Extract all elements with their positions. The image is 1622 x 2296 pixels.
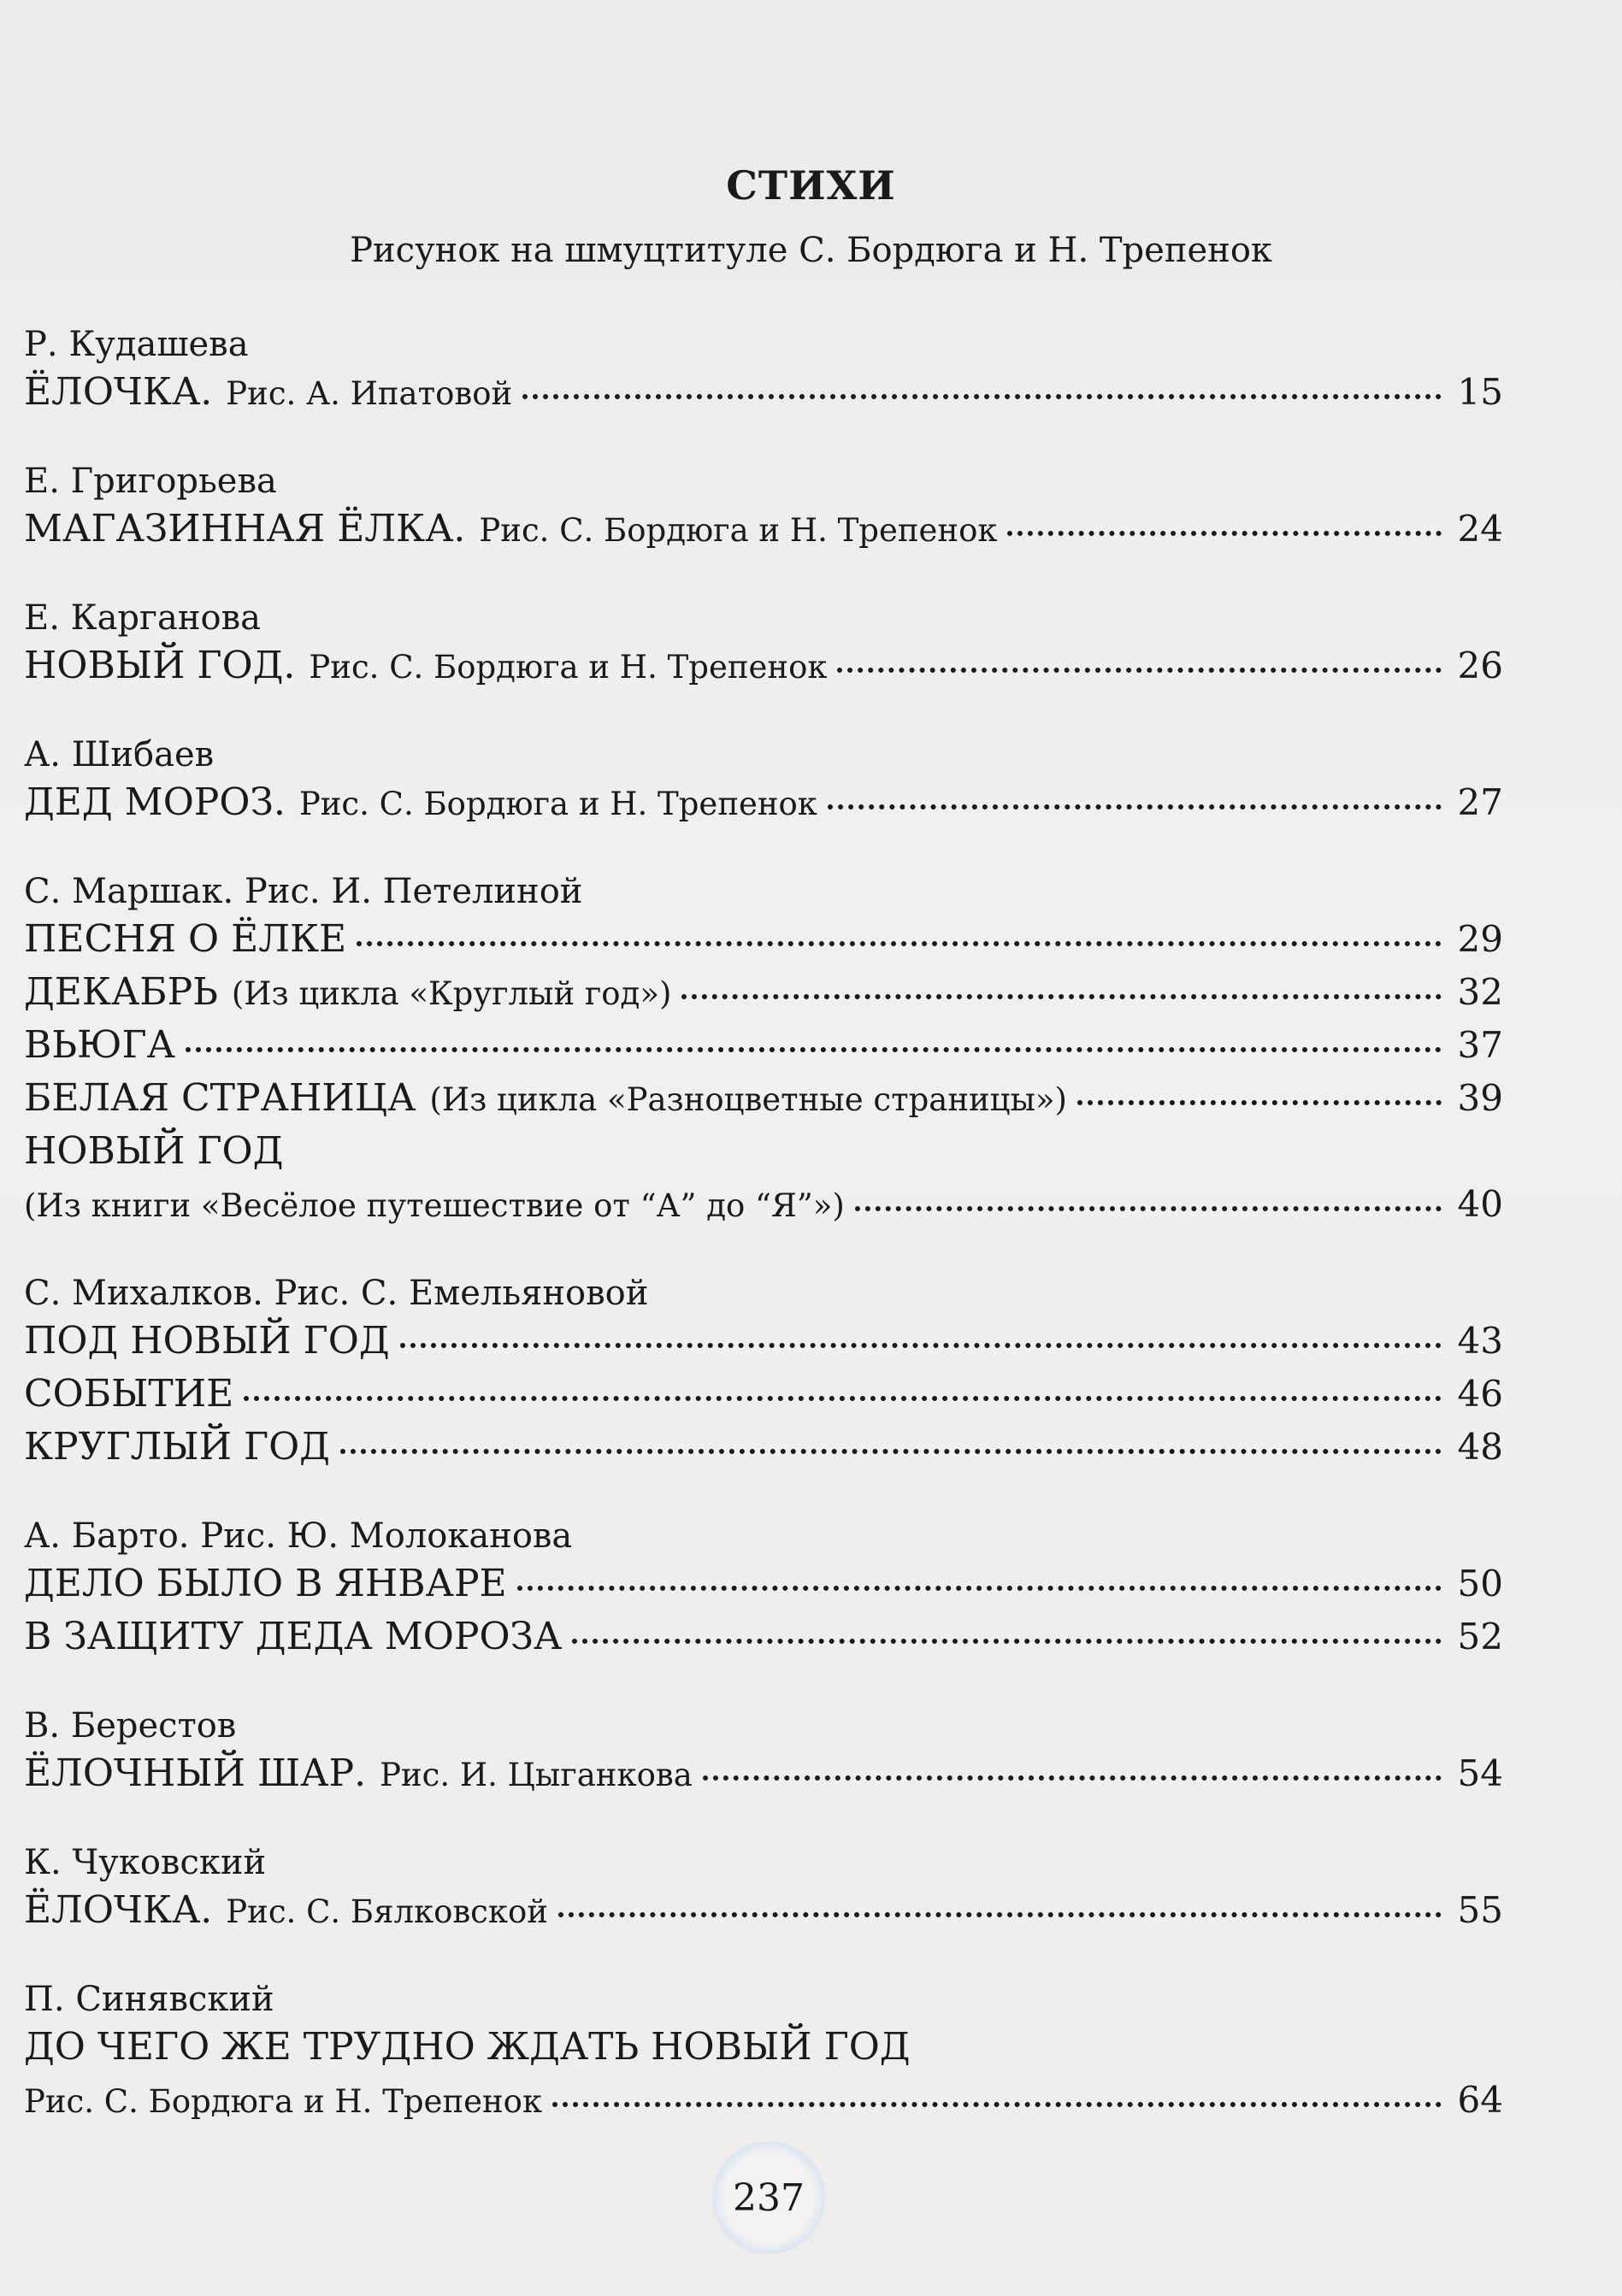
toc-entry[interactable]	[24, 2021, 1503, 2074]
dot-leader	[572, 1639, 1442, 1644]
entry-title: МАГАЗИННАЯ ЁЛКА.	[24, 507, 466, 550]
entry-title: ДЕД МОРОЗ.	[24, 780, 286, 824]
entry-title: ПОД НОВЫЙ ГОД	[24, 1319, 390, 1363]
toc-entry[interactable]	[24, 1178, 1503, 1231]
entry-note: Рис. С. Бордюга и Н. Трепенок	[298, 786, 817, 822]
toc-author: П. Синявский	[24, 1980, 274, 2019]
toc-author: В. Берестов	[24, 1706, 237, 1746]
entry-page-number: 15	[1457, 371, 1503, 413]
entry-page-number: 37	[1457, 1024, 1503, 1066]
toc-group	[24, 1515, 1503, 1663]
toc-entry[interactable]	[24, 1315, 1503, 1368]
entry-page-number: 29	[1457, 918, 1503, 960]
dot-leader	[681, 994, 1442, 999]
dot-leader	[186, 1047, 1442, 1052]
toc-entry[interactable]	[24, 1072, 1503, 1125]
toc-group	[24, 1272, 1503, 1474]
entry-title: ПЕСНЯ О ЁЛКЕ	[24, 917, 347, 961]
entry-title: ЁЛОЧКА.	[24, 1888, 213, 1932]
entry-note: Рис. И. Цыганкова	[380, 1757, 693, 1793]
toc-author: К. Чуковский	[24, 1843, 267, 1882]
toc-entry[interactable]	[24, 1747, 1503, 1800]
entry-page-number: 39	[1457, 1077, 1503, 1119]
toc-entry[interactable]	[24, 1125, 1503, 1178]
dot-leader	[558, 1912, 1442, 1917]
toc-entry[interactable]	[24, 1557, 1503, 1610]
entry-note: Рис. С. Бордюга и Н. Трепенок	[479, 512, 998, 549]
toc-entry[interactable]	[24, 1368, 1503, 1421]
entry-title: ЁЛОЧНЫЙ ШАР.	[24, 1751, 367, 1795]
entry-title: В ЗАЩИТУ ДЕДА МОРОЗА	[24, 1615, 563, 1658]
entry-page-number: 43	[1457, 1320, 1503, 1362]
toc-group	[24, 1841, 1503, 1937]
entry-page-number: 26	[1457, 645, 1503, 686]
page-number: 237	[712, 2141, 825, 2254]
dot-leader	[1007, 531, 1442, 536]
toc-author: Е. Григорьева	[24, 462, 277, 501]
dot-leader	[517, 1586, 1442, 1591]
entry-title: БЕЛАЯ СТРАНИЦА	[24, 1076, 416, 1120]
entry-title: НОВЫЙ ГОД	[24, 1129, 284, 1173]
dot-leader	[552, 2102, 1442, 2107]
section-subtitle: Рисунок на шмуцтитуле С. Бордюга и Н. Трепенок	[350, 231, 1272, 270]
entry-title: КРУГЛЫЙ ГОД	[24, 1425, 330, 1469]
entry-note: Рис. А. Ипатовой	[226, 375, 513, 412]
entry-page-number: 40	[1457, 1183, 1503, 1225]
dot-leader	[828, 804, 1442, 809]
toc-author: Е. Карганова	[24, 598, 261, 638]
entry-page-number: 54	[1457, 1752, 1503, 1794]
entry-title: ДО ЧЕГО ЖЕ ТРУДНО ЖДАТЬ НОВЫЙ ГОД	[24, 2025, 911, 2069]
toc-group	[24, 733, 1503, 829]
toc-author: Р. Кудашева	[24, 325, 249, 364]
entry-page-number: 48	[1457, 1426, 1503, 1468]
toc-entry[interactable]	[24, 1610, 1503, 1663]
entry-title: ЁЛОЧКА.	[24, 370, 213, 414]
toc-entry[interactable]	[24, 1019, 1503, 1072]
entry-title: ВЬЮГА	[24, 1023, 175, 1067]
toc-author: С. Маршак. Рис. И. Петелиной	[24, 872, 583, 911]
entry-title: ДЕЛО БЫЛО В ЯНВАРЕ	[24, 1562, 507, 1605]
toc-entry[interactable]	[24, 913, 1503, 966]
entry-title: ДЕКАБРЬ	[24, 970, 218, 1014]
entry-note: (Из цикла «Разноцветные страницы»)	[429, 1081, 1067, 1118]
entry-title: СОБЫТИЕ	[24, 1372, 234, 1416]
toc-entry[interactable]	[24, 366, 1503, 419]
toc-entry[interactable]	[24, 1421, 1503, 1474]
dot-leader	[400, 1343, 1442, 1348]
toc-group	[24, 1978, 1503, 2127]
entry-note: (Из цикла «Круглый год»)	[231, 975, 672, 1012]
entry-note: Рис. С. Бордюга и Н. Трепенок	[309, 649, 828, 686]
toc-entry[interactable]	[24, 966, 1503, 1019]
entry-page-number: 50	[1457, 1563, 1503, 1604]
toc-entry[interactable]	[24, 503, 1503, 556]
entry-page-number: 27	[1457, 781, 1503, 823]
entry-page-number: 64	[1457, 2079, 1503, 2121]
toc-group	[24, 597, 1503, 692]
entry-page-number: 55	[1457, 1889, 1503, 1931]
toc-author: С. Михалков. Рис. С. Емельяновой	[24, 1274, 649, 1313]
toc-group	[24, 1704, 1503, 1800]
dot-leader	[837, 668, 1442, 673]
dot-leader	[244, 1396, 1442, 1401]
section-title: СТИХИ	[726, 162, 896, 209]
dot-leader	[357, 941, 1442, 946]
toc-author: А. Барто. Рис. Ю. Молоканова	[24, 1516, 573, 1556]
table-of-contents	[24, 323, 1503, 2168]
toc-entry[interactable]	[24, 2074, 1503, 2127]
toc-entry[interactable]	[24, 1884, 1503, 1937]
toc-group	[24, 323, 1503, 419]
entry-title: НОВЫЙ ГОД.	[24, 644, 296, 687]
toc-group	[24, 870, 1503, 1231]
entry-page-number: 32	[1457, 971, 1503, 1013]
toc-author: А. Шибаев	[24, 735, 215, 774]
dot-leader	[522, 394, 1442, 399]
dot-leader	[340, 1449, 1442, 1454]
dot-leader	[703, 1775, 1442, 1781]
entry-note: Рис. С. Бордюга и Н. Трепенок	[24, 2083, 543, 2120]
entry-note: Рис. С. Бялковской	[226, 1893, 548, 1930]
entry-page-number: 52	[1457, 1616, 1503, 1657]
entry-page-number: 46	[1457, 1373, 1503, 1415]
entry-page-number: 24	[1457, 508, 1503, 550]
entry-note: (Из книги «Весёлое путешествие от “А” до “Я”»)	[24, 1187, 845, 1224]
toc-entry[interactable]	[24, 776, 1503, 829]
dot-leader	[855, 1206, 1442, 1211]
dot-leader	[1077, 1100, 1442, 1105]
toc-entry[interactable]	[24, 639, 1503, 692]
toc-group	[24, 460, 1503, 556]
